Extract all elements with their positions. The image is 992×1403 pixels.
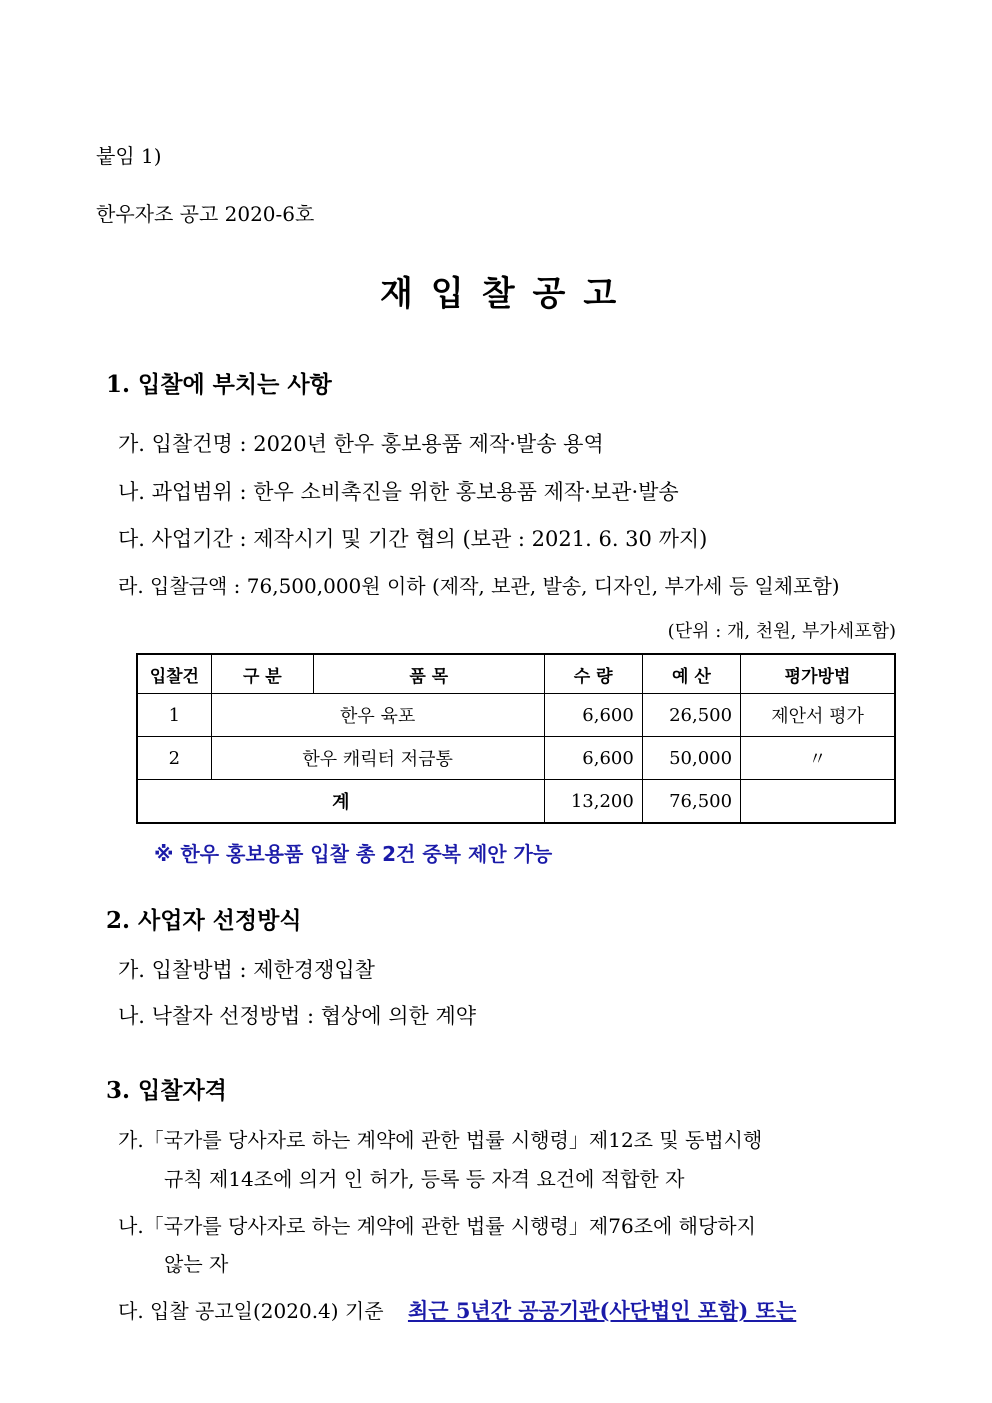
total-budget: 76,500	[642, 780, 740, 824]
table-row	[137, 737, 895, 780]
section3-item-a-line1: 가.「국가를 당사자로 하는 계약에 관한 법률 시행령」제12조 및 동법시행	[118, 1128, 763, 1152]
section3-item-c	[118, 1295, 796, 1325]
row-method: 제안서 평가	[741, 694, 895, 737]
table-row	[137, 694, 895, 737]
table-total-row	[137, 780, 895, 824]
attachment-label: 붙임 1)	[96, 144, 162, 168]
row-qty: 6,600	[544, 694, 642, 737]
section3-item-c-prefix: 다. 입찰 공고일(2020.4) 기준	[118, 1299, 384, 1323]
recent-five-years-link[interactable]: 최근 5년간 공공기관(사단법인 포함) 또는	[407, 1298, 797, 1323]
table-header-row	[137, 654, 895, 694]
section1-item-a: 가. 입찰건명 : 2020년 한우 홍보용품 제작·발송 용역	[118, 432, 604, 456]
row-no: 2	[137, 737, 211, 780]
section1-item-d: 라. 입찰금액 : 76,500,000원 이하 (제작, 보관, 발송, 디자인, 부가세 등 일체포함)	[118, 574, 840, 598]
header-item: 품 목	[313, 654, 544, 694]
page-title: 재입찰공고	[380, 274, 635, 314]
row-no: 1	[137, 694, 211, 737]
notice-number: 한우자조 공고 2020-6호	[96, 202, 315, 226]
section2-item-a: 가. 입찰방법 : 제한경쟁입찰	[118, 958, 375, 982]
section1-item-b: 나. 과업범위 : 한우 소비촉진을 위한 홍보용품 제작·보관·발송	[118, 480, 679, 504]
header-category: 구 분	[211, 654, 313, 694]
row-item: 한우 육포	[211, 694, 544, 737]
section1-heading: 1. 입찰에 부치는 사항	[106, 371, 332, 398]
bid-table	[136, 653, 896, 824]
header-qty: 수 량	[544, 654, 642, 694]
unit-note: (단위 : 개, 천원, 부가세포함)	[667, 621, 896, 642]
section3-item-b-line1: 나.「국가를 당사자로 하는 계약에 관한 법률 시행령」제76조에 해당하지	[118, 1214, 756, 1238]
row-item: 한우 캐릭터 저금통	[211, 737, 544, 780]
header-bid-no: 입찰건	[137, 654, 211, 694]
section1-item-c: 다. 사업기간 : 제작시기 및 기간 협의 (보관 : 2021. 6. 30 까지)	[118, 527, 708, 551]
row-budget: 50,000	[642, 737, 740, 780]
row-qty: 6,600	[544, 737, 642, 780]
row-method: 〃	[741, 737, 895, 780]
section3-heading: 3. 입찰자격	[106, 1077, 227, 1104]
section3-item-a-line2: 규칙 제14조에 의거 인 허가, 등록 등 자격 요건에 적합한 자	[164, 1167, 685, 1191]
total-label: 계	[137, 780, 544, 824]
total-method	[741, 780, 895, 824]
total-qty: 13,200	[544, 780, 642, 824]
header-method: 평가방법	[741, 654, 895, 694]
header-budget: 예 산	[642, 654, 740, 694]
section2-heading: 2. 사업자 선정방식	[106, 907, 302, 934]
duplicate-proposal-note: ※ 한우 홍보용품 입찰 총 2건 중복 제안 가능	[154, 842, 553, 866]
row-budget: 26,500	[642, 694, 740, 737]
section2-item-b: 나. 낙찰자 선정방법 : 협상에 의한 계약	[118, 1004, 477, 1028]
section3-item-b-line2: 않는 자	[164, 1252, 229, 1276]
